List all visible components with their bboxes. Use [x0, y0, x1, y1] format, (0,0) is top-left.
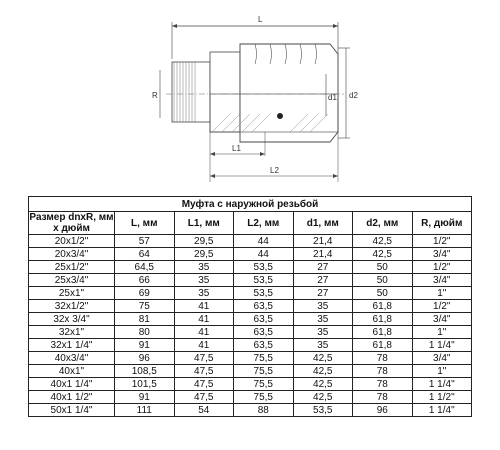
table-row	[29, 404, 472, 417]
header-R: R, дюйм	[412, 212, 472, 235]
table-cell: 29,5	[174, 235, 234, 248]
table-cell: 42,5	[293, 352, 353, 365]
table-cell: 61,8	[353, 339, 413, 352]
table-cell: 3/4"	[412, 313, 472, 326]
table-row	[29, 274, 472, 287]
table-cell: 78	[353, 378, 413, 391]
table-cell: 40x1"	[29, 365, 115, 378]
table-cell: 78	[353, 365, 413, 378]
table-cell: 42,5	[353, 235, 413, 248]
table-cell: 1/2"	[412, 300, 472, 313]
header-L1: L1, мм	[174, 212, 234, 235]
table-cell: 101,5	[115, 378, 175, 391]
table-cell: 41	[174, 300, 234, 313]
table-cell: 25x1/2"	[29, 261, 115, 274]
table-cell: 42,5	[293, 391, 353, 404]
table-cell: 81	[115, 313, 175, 326]
table-cell: 1/2"	[412, 261, 472, 274]
table-cell: 61,8	[353, 313, 413, 326]
table-cell: 69	[115, 287, 175, 300]
table-cell: 75	[115, 300, 175, 313]
table-cell: 78	[353, 391, 413, 404]
table-cell: 1 1/4"	[412, 339, 472, 352]
table-cell: 42,5	[353, 248, 413, 261]
table-cell: 47,5	[174, 378, 234, 391]
table-row	[29, 391, 472, 404]
table-cell: 54	[174, 404, 234, 417]
nut-body	[240, 44, 338, 142]
table-row	[29, 300, 472, 313]
table-cell: 3/4"	[412, 248, 472, 261]
table-row	[29, 261, 472, 274]
table-cell: 21,4	[293, 248, 353, 261]
table-cell: 35	[293, 326, 353, 339]
table-row	[29, 326, 472, 339]
table-cell: 42,5	[293, 365, 353, 378]
table-cell: 1 1/4"	[412, 404, 472, 417]
table-row	[29, 235, 472, 248]
table-cell: 27	[293, 274, 353, 287]
table-cell: 40x1 1/2"	[29, 391, 115, 404]
table-cell: 35	[293, 313, 353, 326]
table-cell: 63,5	[234, 326, 294, 339]
table-cell: 75,5	[234, 352, 294, 365]
table-cell: 91	[115, 391, 175, 404]
table-cell: 35	[293, 339, 353, 352]
table-cell: 44	[234, 248, 294, 261]
table-cell: 1/2"	[412, 235, 472, 248]
table-cell: 78	[353, 352, 413, 365]
table-title: Муфта с наружной резьбой	[29, 197, 472, 212]
table-cell: 1"	[412, 365, 472, 378]
table-cell: 108,5	[115, 365, 175, 378]
label-L2: L2	[270, 166, 279, 175]
table-row	[29, 287, 472, 300]
table-cell: 35	[174, 274, 234, 287]
header-L2: L2, мм	[234, 212, 294, 235]
table-cell: 41	[174, 326, 234, 339]
table-cell: 80	[115, 326, 175, 339]
table-cell: 3/4"	[412, 274, 472, 287]
table-cell: 63,5	[234, 313, 294, 326]
table-cell: 47,5	[174, 352, 234, 365]
table-cell: 53,5	[234, 274, 294, 287]
table-cell: 41	[174, 339, 234, 352]
label-L1: L1	[232, 144, 241, 153]
label-d1: d1	[328, 93, 337, 102]
table-cell: 35	[293, 300, 353, 313]
table-cell: 1 1/4"	[412, 378, 472, 391]
table-cell: 20x3/4"	[29, 248, 115, 261]
table-cell: 61,8	[353, 300, 413, 313]
table-cell: 42,5	[293, 378, 353, 391]
table-cell: 47,5	[174, 365, 234, 378]
header-d1: d1, мм	[293, 212, 353, 235]
dimensions-table-wrap	[28, 196, 472, 417]
table-cell: 35	[174, 287, 234, 300]
table-cell: 75,5	[234, 391, 294, 404]
hex-body	[210, 52, 240, 132]
table-cell: 61,8	[353, 326, 413, 339]
table-cell: 75,5	[234, 378, 294, 391]
table-cell: 50x1 1/4"	[29, 404, 115, 417]
table-cell: 47,5	[174, 391, 234, 404]
table-cell: 57	[115, 235, 175, 248]
table-cell: 32x 3/4"	[29, 313, 115, 326]
table-cell: 50	[353, 261, 413, 274]
table-cell: 25x1"	[29, 287, 115, 300]
table-cell: 96	[115, 352, 175, 365]
table-cell: 64	[115, 248, 175, 261]
table-cell: 91	[115, 339, 175, 352]
table-cell: 40x1 1/4"	[29, 378, 115, 391]
table-header-row	[29, 212, 472, 235]
table-cell: 53,5	[293, 404, 353, 417]
table-cell: 111	[115, 404, 175, 417]
label-L: L	[258, 15, 263, 24]
o-ring	[277, 113, 283, 119]
table-body	[29, 235, 472, 417]
table-cell: 88	[234, 404, 294, 417]
table-cell: 1 1/2"	[412, 391, 472, 404]
table-cell: 96	[353, 404, 413, 417]
table-cell: 27	[293, 287, 353, 300]
label-R: R	[152, 91, 158, 100]
table-cell: 41	[174, 313, 234, 326]
table-cell: 20x1/2"	[29, 235, 115, 248]
fitting-cross-section	[130, 4, 370, 184]
table-cell: 50	[353, 274, 413, 287]
table-row	[29, 365, 472, 378]
table-cell: 32x1/2"	[29, 300, 115, 313]
table-row	[29, 378, 472, 391]
table-cell: 53,5	[234, 261, 294, 274]
table-cell: 64,5	[115, 261, 175, 274]
table-row	[29, 313, 472, 326]
table-cell: 25x3/4"	[29, 274, 115, 287]
table-cell: 27	[293, 261, 353, 274]
table-row	[29, 352, 472, 365]
thread-end	[172, 62, 210, 122]
table-cell: 29,5	[174, 248, 234, 261]
table-cell: 66	[115, 274, 175, 287]
table-cell: 35	[174, 261, 234, 274]
table-cell: 63,5	[234, 339, 294, 352]
table-cell: 21,4	[293, 235, 353, 248]
label-d2: d2	[349, 91, 358, 100]
table-row	[29, 248, 472, 261]
table-cell: 44	[234, 235, 294, 248]
table-cell: 32x1"	[29, 326, 115, 339]
table-cell: 50	[353, 287, 413, 300]
table-cell: 63,5	[234, 300, 294, 313]
table-cell: 3/4"	[412, 352, 472, 365]
table-cell: 32x1 1/4"	[29, 339, 115, 352]
dimensions-table	[28, 196, 472, 417]
table-cell: 40x3/4"	[29, 352, 115, 365]
header-size: Размер dnxR, мм х дюйм	[29, 212, 114, 234]
table-cell: 1"	[412, 287, 472, 300]
table-cell: 75,5	[234, 365, 294, 378]
fitting-drawing	[130, 4, 370, 184]
table-row	[29, 339, 472, 352]
header-L: L, мм	[115, 212, 175, 235]
table-cell: 1"	[412, 326, 472, 339]
header-d2: d2, мм	[353, 212, 413, 235]
table-cell: 53,5	[234, 287, 294, 300]
